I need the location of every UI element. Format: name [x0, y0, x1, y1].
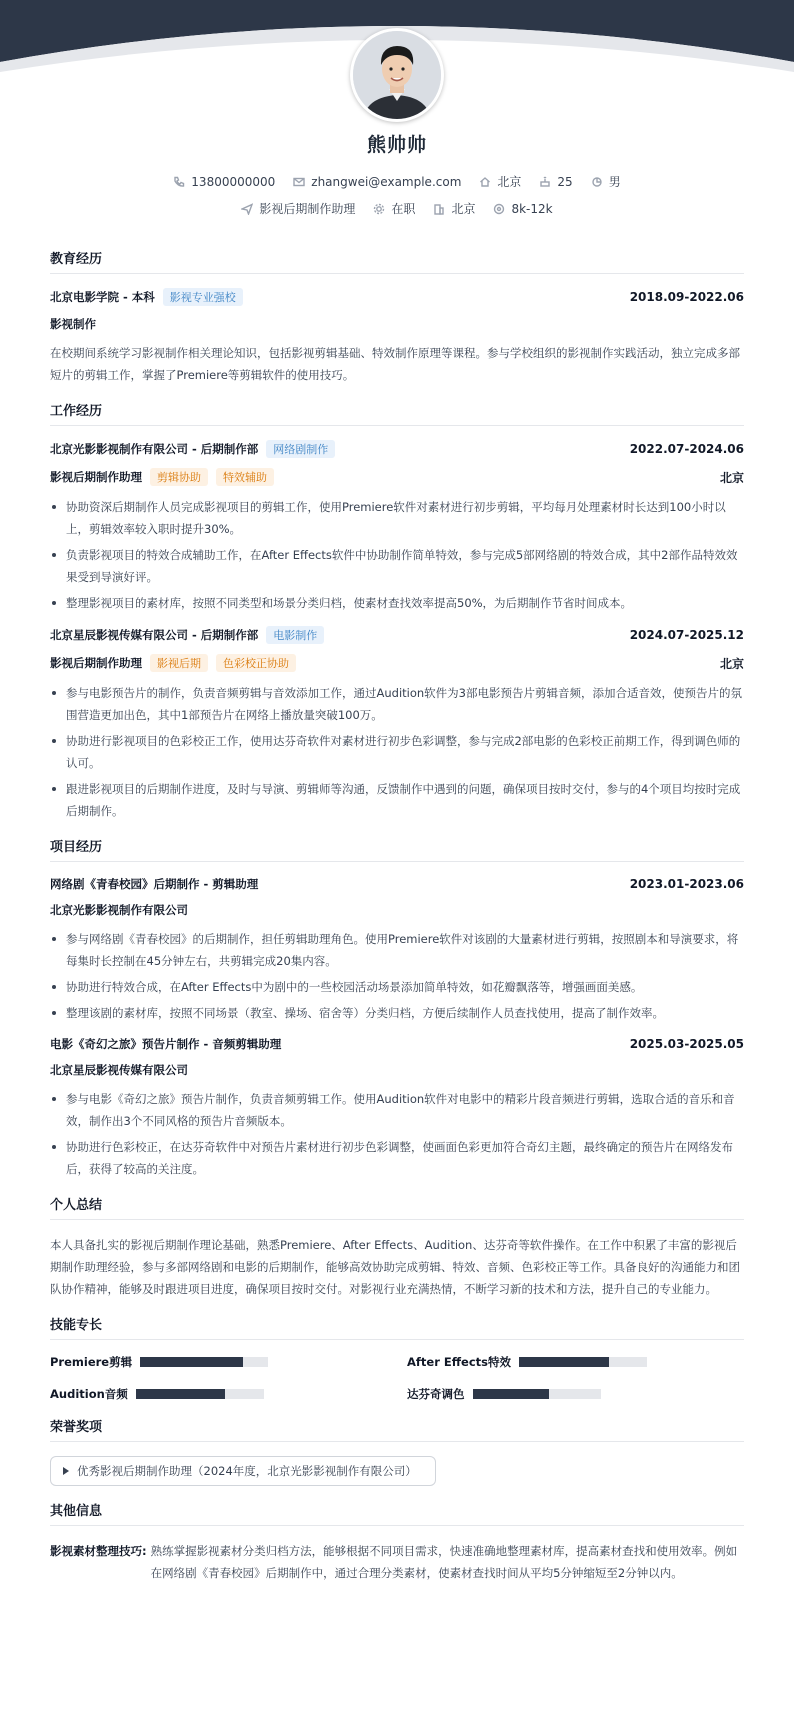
other-text: 熟练掌握影视素材分类归档方法，能够根据不同项目需求，快速准确地整理素材库，提高素材查找和使用效率。例如在网络剧《青春校园》后期制作中，通过合理分类素材，使素材查找时间从平均5分钟缩短至2分钟以内。	[150, 1544, 738, 1580]
company-tag: 网络剧制作	[266, 440, 335, 458]
target-city-text: 北京	[451, 202, 476, 216]
work-entry	[50, 440, 744, 614]
role: 影视后期制作助理	[50, 470, 142, 484]
major: 影视制作	[50, 317, 96, 331]
list-item: 跟进影视项目的后期制作进度，及时与导演、剪辑师等沟通，反馈制作中遇到的问题，确保项目按时交付，参与的4个项目均按时完成后期制作。	[50, 778, 744, 822]
company-name: 北京光影影视制作有限公司 - 后期制作部	[50, 442, 259, 456]
award-text: 优秀影视后期制作助理（2024年度，北京光影影视制作有限公司）	[77, 1464, 417, 1478]
list-item: 协助进行色彩校正，在达芬奇软件中对预告片素材进行初步色彩调整，使画面色彩更加符合奇幻主题，最终确定的预告片在网络发布后，获得了较高的关注度。	[50, 1136, 744, 1180]
gender-text: 男	[608, 175, 621, 189]
skill-name: Premiere剪辑	[50, 1355, 133, 1369]
section-title: 工作经历	[50, 400, 744, 426]
awards-section	[50, 1416, 744, 1486]
work-city: 北京	[719, 656, 744, 671]
skill-name: After Effects特效	[407, 1355, 512, 1369]
position-info	[241, 200, 355, 217]
education-entry	[50, 288, 744, 386]
list-item: 参与电影《奇幻之旅》预告片制作，负责音频剪辑工作。使用Audition软件对电影中的精彩片段音频进行剪辑，选取合适的音乐和音效，制作出3个不同风格的预告片音频版本。	[50, 1088, 744, 1132]
role-tag: 色彩校正协助	[216, 654, 296, 672]
list-item: 协助资深后期制作人员完成影视项目的剪辑工作，使用Premiere软件对素材进行初步剪辑，平均每月处理素材时长达到100小时以上，剪辑效率较入职时提升30%。	[50, 496, 744, 540]
send-icon	[241, 203, 253, 215]
role-tag: 影视后期	[150, 654, 208, 672]
email-info	[293, 173, 461, 190]
skill-name: 达芬奇调色	[407, 1387, 465, 1401]
work-entry	[50, 626, 744, 822]
status-info	[373, 200, 415, 217]
award-item[interactable]	[50, 1456, 436, 1486]
skill-bar-fill	[136, 1389, 226, 1399]
skill-bar-fill	[519, 1357, 609, 1367]
education-period: 2018.09-2022.06	[629, 290, 744, 304]
project-company: 北京光影影视制作有限公司	[50, 903, 188, 917]
project-name: 电影《奇幻之旅》预告片制作 - 音频剪辑助理	[50, 1037, 282, 1051]
project-period: 2023.01-2023.06	[629, 877, 744, 891]
avatar	[350, 28, 444, 122]
summary-text: 本人具备扎实的影视后期制作理论基础，熟悉Premiere、After Effects、Audition、达芬奇等软件操作。在工作中积累了丰富的影视后期制作助理经验，参与多部网络剧和电影的后期制作，能够高效协助完成剪辑、特效、音频、色彩校正等工作。具备良好的沟通能力和团队协作精神，能够及时跟进项目进度，确保项目按时交付。对影视行业充满热情，不断学习新的技术和方法，提升自己的专业能力。	[50, 1238, 740, 1296]
candidate-name: 熊帅帅	[366, 134, 427, 156]
cake-icon	[539, 176, 551, 188]
work-period: 2022.07-2024.06	[629, 442, 744, 456]
project-company: 北京星辰影视传媒有限公司	[50, 1063, 188, 1077]
position-text: 影视后期制作助理	[259, 202, 356, 216]
project-period: 2025.03-2025.05	[629, 1037, 744, 1051]
skill-bar	[519, 1357, 647, 1367]
education-desc: 在校期间系统学习影视制作相关理论知识，包括影视剪辑基础、特效制作原理等课程。参与学校组织的影视制作实践活动，独立完成多部短片的剪辑工作，掌握了Premiere等剪辑软件的使用技巧。	[50, 346, 740, 382]
target-city-info	[433, 200, 475, 217]
role-tag: 特效辅助	[216, 468, 274, 486]
section-title: 教育经历	[50, 248, 744, 274]
list-item: 参与电影预告片的制作，负责音频剪辑与音效添加工作，通过Audition软件为3部电影预告片剪辑音频，添加合适音效，使预告片的氛围营造更加出色，其中1部预告片在网络上播放量突破100万。	[50, 682, 744, 726]
company-name: 北京星辰影视传媒有限公司 - 后期制作部	[50, 628, 259, 642]
company-tag: 电影制作	[266, 626, 324, 644]
project-entry	[50, 1036, 744, 1180]
contact-info-row	[0, 173, 794, 190]
role: 影视后期制作助理	[50, 656, 142, 670]
skill-item	[50, 1354, 387, 1370]
skill-bar	[140, 1357, 268, 1367]
other-label: 影视素材整理技巧:	[50, 1544, 147, 1558]
salary-text: 8k-12k	[511, 201, 553, 216]
skill-bar-fill	[140, 1357, 242, 1367]
list-item: 整理影视项目的素材库，按照不同类型和场景分类归档，使素材查找效率提高50%，为后期制作节省时间成本。	[50, 592, 744, 614]
list-item: 参与网络剧《青春校园》的后期制作，担任剪辑助理角色。使用Premiere软件对该剧的大量素材进行剪辑，按照剧本和导演要求，将每集时长控制在45分钟左右，共剪辑完成20集内容。	[50, 928, 744, 972]
gender-info	[591, 173, 621, 190]
phone-text: 13800000000	[191, 174, 276, 189]
mail-icon	[293, 176, 305, 188]
list-item: 协助进行影视项目的色彩校正工作，使用达芬奇软件对素材进行初步色彩调整，参与完成2部电影的色彩校正前期工作，得到调色师的认可。	[50, 730, 744, 774]
city-text: 北京	[497, 175, 522, 189]
building-icon	[433, 203, 445, 215]
school-name: 北京电影学院 - 本科	[50, 290, 155, 304]
caret-right-icon	[63, 1467, 69, 1475]
section-title: 技能专长	[50, 1314, 744, 1340]
role-tag: 剪辑协助	[150, 468, 208, 486]
status-text: 在职	[391, 202, 416, 216]
work-city: 北京	[719, 470, 744, 485]
list-item: 协助进行特效合成，在After Effects中为剧中的一些校园活动场景添加简单特效，如花瓣飘落等，增强画面美感。	[50, 976, 744, 998]
job-intent-row	[0, 200, 794, 217]
phone-info	[173, 173, 275, 190]
skill-bar-fill	[473, 1389, 550, 1399]
avatar-photo-icon	[353, 31, 441, 119]
other-section	[50, 1500, 744, 1584]
school-tag: 影视专业强校	[163, 288, 243, 306]
section-title: 荣誉奖项	[50, 1416, 744, 1442]
education-section	[50, 248, 744, 386]
section-title: 其他信息	[50, 1500, 744, 1526]
list-item: 整理该剧的素材库，按照不同场景（教室、操场、宿舍等）分类归档，方便后续制作人员查找使用，提高了制作效率。	[50, 1002, 744, 1024]
age-text: 25	[557, 174, 573, 189]
email-text: zhangwei@example.com	[311, 174, 462, 189]
skills-section	[50, 1314, 744, 1402]
skill-name: Audition音频	[50, 1387, 128, 1401]
phone-icon	[173, 176, 185, 188]
skill-item	[407, 1386, 744, 1402]
project-section	[50, 836, 744, 1180]
list-item: 负责影视项目的特效合成辅助工作，在After Effects软件中协助制作简单特效，参与完成5部网络剧的特效合成，其中2部作品特效效果受到导演好评。	[50, 544, 744, 588]
gear-icon	[373, 203, 385, 215]
project-name: 网络剧《青春校园》后期制作 - 剪辑助理	[50, 877, 259, 891]
age-info	[539, 173, 572, 190]
city-info	[479, 173, 521, 190]
work-section	[50, 400, 744, 822]
section-title: 个人总结	[50, 1194, 744, 1220]
skill-item	[407, 1354, 744, 1370]
coin-icon	[493, 203, 505, 215]
skill-item	[50, 1386, 387, 1402]
work-period: 2024.07-2025.12	[629, 628, 744, 642]
project-entry	[50, 876, 744, 1024]
salary-info	[493, 200, 552, 217]
gender-icon	[591, 176, 603, 188]
summary-section	[50, 1194, 744, 1300]
resume-content	[50, 248, 744, 1598]
home-icon	[479, 176, 491, 188]
skill-bar	[136, 1389, 264, 1399]
skill-bar	[473, 1389, 601, 1399]
section-title: 项目经历	[50, 836, 744, 862]
